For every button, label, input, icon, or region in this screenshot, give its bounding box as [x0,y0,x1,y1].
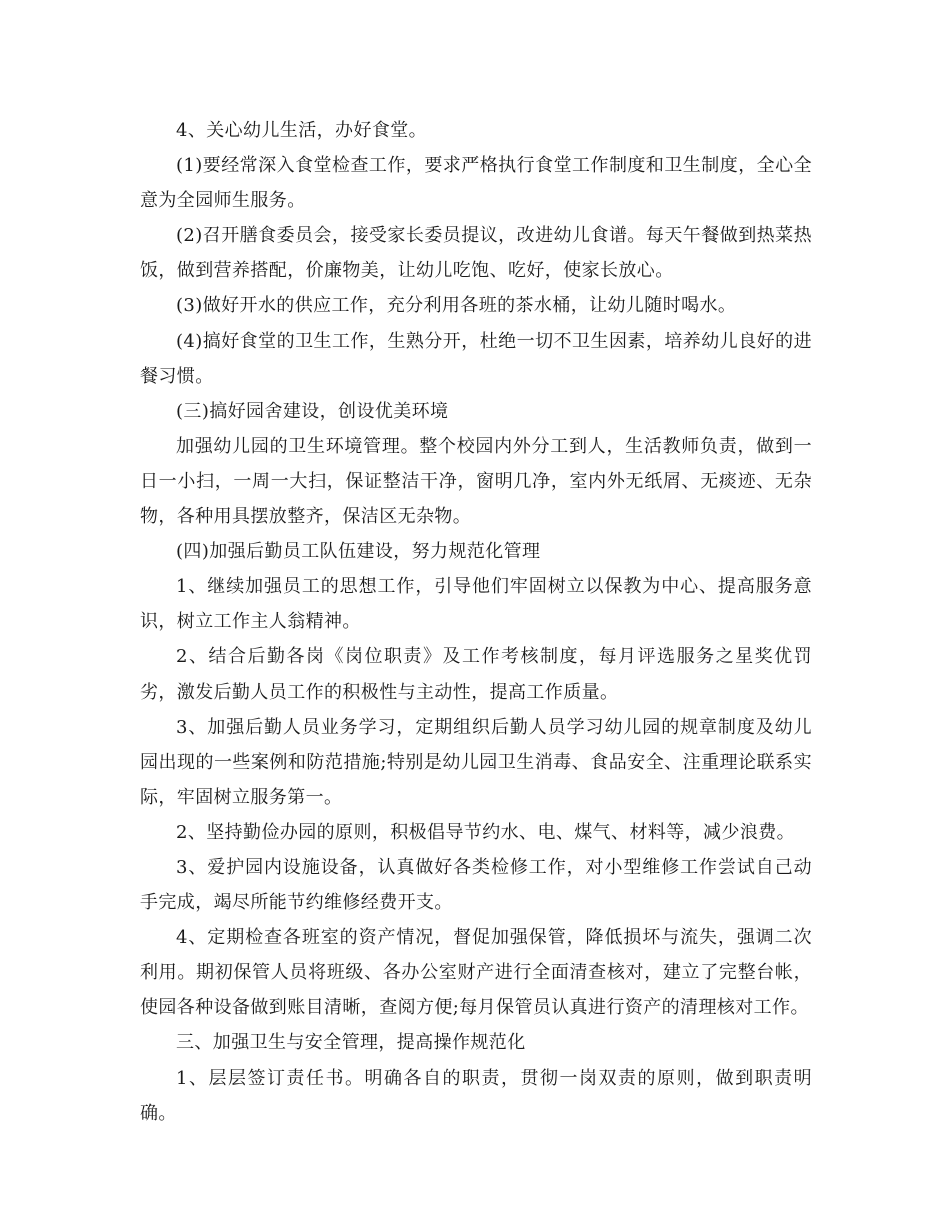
paragraph-canteen-inspection: (1)要经常深入食堂检查工作，要求严格执行食堂工作制度和卫生制度，全心全意为全园师生服务。 [140,155,812,212]
document-body [140,113,812,1131]
paragraph-campus-heading: (三)搞好园舍建设，创设优美环境 [176,400,449,422]
paragraph-assets: 4、定期检查各班室的资产情况，督促加强保管，降低损坏与流失，强调二次利用。期初保管人员将班级、各办公室财产进行全面清查核对，建立了完整台帐，使园各种设备做到账目清晰，查阅方便;每月保管员认真进行资产的清理核对工作。 [140,927,812,1019]
paragraph-staff-heading: (四)加强后勤员工队伍建设，努力规范化管理 [176,541,541,563]
paragraph-maintenance: 3、爱护园内设施设备，认真做好各类检修工作，对小型维修工作尝试自己动手完成，竭尽所能节约维修经费开支。 [140,856,812,914]
paragraph-canteen-hygiene: (4)搞好食堂的卫生工作，生熟分开，杜绝一切不卫生因素，培养幼儿良好的进餐习惯。 [140,330,812,387]
paragraph-safety-heading: 三、加强卫生与安全管理，提高操作规范化 [176,1032,526,1054]
paragraph-meal-committee: (2)召开膳食委员会，接受家长委员提议，改进幼儿食谱。每天午餐做到热菜热饭，做到营养搭配，价廉物美，让幼儿吃饱、吃好，使家长放心。 [140,225,812,282]
paragraph-responsibility: 1、层层签订责任书。明确各自的职责，贯彻一岗双责的原则，做到职责明确。 [140,1067,812,1124]
paragraph-staff-thinking: 1、继续加强员工的思想工作，引导他们牢固树立以保教为中心、提高服务意识，树立工作主人翁精神。 [140,576,812,633]
paragraph-staff-study: 3、加强后勤人员业务学习，定期组织后勤人员学习幼儿园的规章制度及幼儿园出现的一些案例和防范措施;特别是幼儿园卫生消毒、食品安全、注重理论联系实际，牢固树立服务第一。 [140,716,812,808]
paragraph-thrift: 2、坚持勤俭办园的原则，积极倡导节约水、电、煤气、材料等，减少浪费。 [176,821,796,843]
paragraph-canteen-heading: 4、关心幼儿生活，办好食堂。 [176,120,428,141]
paragraph-job-duties: 2、结合后勤各岗《岗位职责》及工作考核制度，每月评选服务之星奖优罚劣，激发后勤人员工作的积极性与主动性，提高工作质量。 [140,646,812,703]
paragraph-water-supply: (3)做好开水的供应工作，充分利用各班的茶水桶，让幼儿随时喝水。 [176,295,737,317]
paragraph-environment: 加强幼儿园的卫生环境管理。整个校园内外分工到人，生活教师负责，做到一日一小扫，一周一大扫，保证整洁干净，窗明几净，室内外无纸屑、无痰迹、无杂物，各种用具摆放整齐，保洁区无杂物。 [140,435,812,528]
